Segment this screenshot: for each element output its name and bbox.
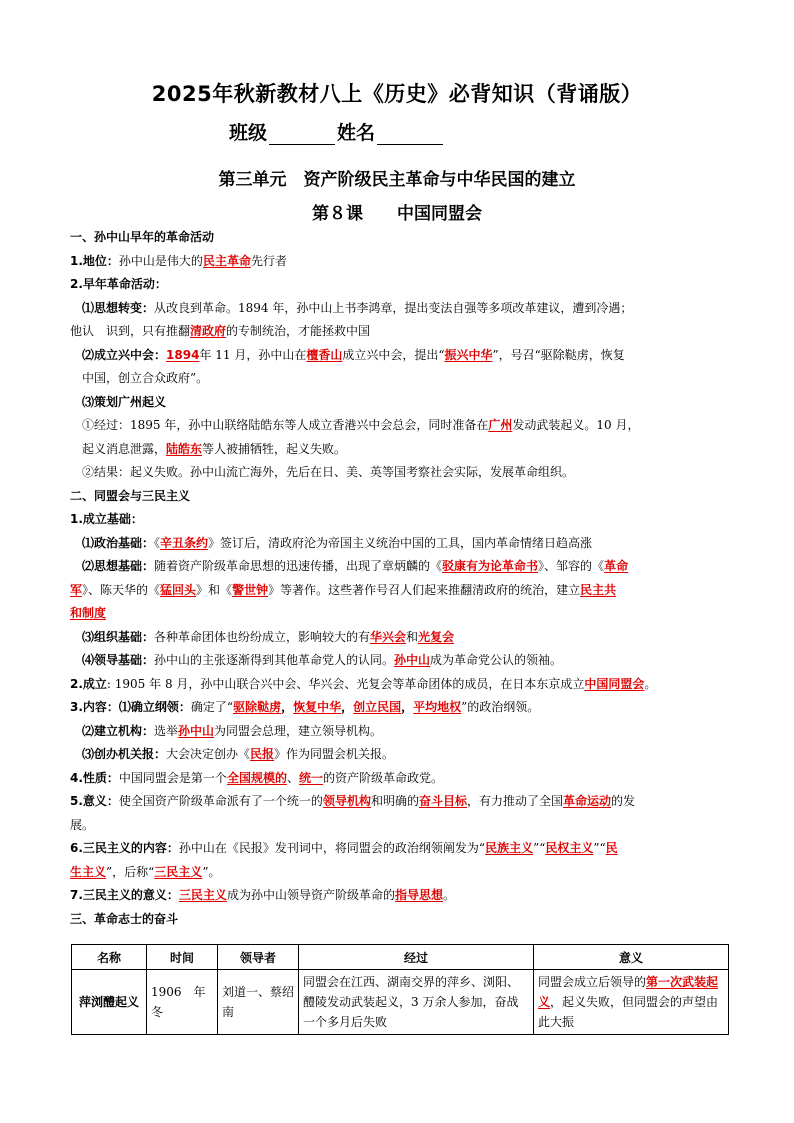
keyword: 统一 [298, 770, 323, 785]
keyword: 全国规模的 [226, 770, 287, 785]
paragraph [70, 649, 728, 673]
point-label: 6.三民主义的内容： [70, 841, 179, 855]
text: 和明确的 [370, 794, 419, 808]
keyword: 三民主义 [178, 888, 227, 902]
point-label: ⑵思想基础： [82, 559, 155, 573]
text: ②结果：起义失败。孙中山流亡海外，先后在日、美、英等国考察社会实际，发展革命组织。 [82, 465, 575, 479]
text: 先行者 [250, 253, 287, 268]
text: ”。 [202, 864, 221, 879]
separator: ， [341, 700, 354, 714]
keyword: 民族主义 [485, 841, 534, 855]
paragraph [70, 790, 728, 814]
point-label: ⑶组织基础： [82, 629, 155, 644]
keyword: 辛丑条约 [160, 535, 209, 550]
keyword: 驱除鞑虏 [233, 700, 282, 714]
cell-name: 萍浏醴起义 [72, 970, 147, 1035]
section-heading: 三、革命志士的奋斗 [70, 911, 179, 926]
point-label: ⑶创办机关报： [82, 747, 167, 761]
keyword: 奋斗目标 [418, 794, 467, 808]
paragraph [70, 602, 728, 626]
keyword: 民主革命 [202, 253, 251, 268]
text: 确定了“ [190, 700, 234, 714]
paragraph [70, 767, 728, 791]
cell-process: 同盟会在江西、湖南交界的萍乡、浏阳、醴陵发动武装起义，3 万余人参加，奋战一个多月后失败 [299, 970, 534, 1035]
point-label: ⑷领导基础： [82, 653, 155, 667]
point-label: ⑶策划广州起义 [82, 394, 167, 409]
text: 《 [154, 535, 161, 550]
text: 》等著作。这些著作号召人们起来推翻清政府的统治，建立 [268, 582, 581, 597]
keyword: 和制度 [70, 606, 107, 620]
keyword: 创立民国 [353, 700, 402, 714]
class-label: 班级 [229, 122, 268, 144]
keyword: 恢复中华 [293, 700, 342, 714]
point-label: ⑵建立机构： [82, 723, 155, 738]
name-blank [377, 128, 443, 145]
content-body [70, 226, 728, 931]
text: 》、邹容的《 [538, 559, 605, 573]
keyword: 清政府 [190, 324, 227, 338]
text: 起义消息泄露， [82, 441, 167, 456]
paragraph [70, 532, 728, 556]
keyword: 平均地权 [413, 700, 462, 714]
keyword: 中国同盟会 [584, 676, 645, 691]
point-label: 1.地位： [70, 253, 119, 268]
column-header: 领导者 [218, 945, 299, 970]
separator: ， [281, 700, 294, 714]
text: 中国，创立合众政府”。 [82, 371, 209, 385]
point-label: 5.意义： [70, 794, 119, 808]
text: 成为孙中山领导资产阶级革命的 [226, 888, 395, 902]
table-row [72, 970, 729, 1035]
cell-time: 1906 年冬 [147, 970, 218, 1035]
keyword: 警世钟 [232, 582, 269, 597]
text: 等人被捕牺牲，起义失败。 [202, 441, 347, 456]
text: 和 [406, 629, 419, 644]
keyword: 猛回头 [160, 582, 197, 597]
text: ”，号召“驱除鞑虏，恢复 [492, 347, 625, 362]
text: 发动武装起义。10 月， [512, 418, 640, 432]
keyword: 广州 [488, 418, 513, 432]
paragraph [70, 555, 728, 579]
paragraph [70, 414, 728, 438]
keyword: 革命 [604, 559, 629, 573]
point-label: ⑵成立兴中会： [82, 347, 167, 362]
keyword: 指导思想 [394, 888, 443, 902]
class-name-line [229, 118, 445, 145]
text: 的专制统治，才能拯救中国 [226, 324, 371, 338]
separator: 、 [286, 770, 299, 785]
text: ，起义失败，但同盟会的声望由此大振 [538, 995, 719, 1029]
text: ”，后称“ [106, 864, 155, 879]
uprisings-table [71, 944, 729, 1035]
paragraph [70, 579, 728, 603]
paragraph [70, 461, 728, 485]
keyword: 孙中山 [178, 723, 215, 738]
keyword: 民报 [250, 747, 275, 761]
point-label: 2.早年革命活动： [70, 277, 167, 291]
page-title: 2025年秋新教材八上《历史》必背知识（背诵版） [151, 82, 643, 106]
keyword: 革命运动 [563, 794, 612, 808]
text: 大会决定创办《 [166, 747, 251, 761]
text: 随着资产阶级革命思想的迅速传播，出现了章炳麟的《 [154, 559, 443, 573]
keyword: 民 [605, 841, 618, 855]
cell-significance [534, 970, 729, 1035]
paragraph [70, 250, 728, 274]
text: 》作为同盟会机关报。 [274, 747, 395, 761]
text: 使全国资产阶级革命派有了一个统一的 [118, 794, 323, 808]
text: 展。 [70, 817, 95, 832]
point-label: 2.成立 [70, 676, 107, 691]
point-label: 4.性质： [70, 770, 119, 785]
paragraph [70, 743, 728, 767]
keyword: 第一次武装起义 [538, 975, 719, 1009]
text: 。 [644, 676, 657, 691]
separator: ”“ [593, 841, 606, 855]
point-label: 7.三民主义的意义： [70, 888, 179, 902]
column-header: 时间 [147, 945, 218, 970]
text: 中国同盟会是第一个 [118, 770, 227, 785]
cell-leader: 刘道一、蔡绍南 [218, 970, 299, 1035]
section-heading: 一、孙中山早年的革命活动 [70, 230, 215, 244]
table-header-row [72, 945, 729, 970]
section-heading: 二、同盟会与三民主义 [70, 488, 191, 503]
point-label: 1.成立基础： [70, 512, 143, 526]
class-blank [269, 128, 335, 145]
text: 》和《 [196, 582, 233, 597]
column-header: 名称 [72, 945, 147, 970]
keyword: 光复会 [418, 629, 455, 644]
column-header: 经过 [299, 945, 534, 970]
paragraph [70, 673, 728, 697]
text: 选举 [154, 723, 179, 738]
text: 。 [442, 888, 455, 902]
point-label: ⑴政治基础： [82, 535, 155, 550]
point-label: ⑴思想转变： [82, 300, 155, 315]
text: 成立兴中会，提出“ [342, 347, 445, 362]
paragraph [70, 367, 728, 391]
text: 的资产阶级革命政党。 [322, 770, 443, 785]
keyword: 民主共 [580, 582, 617, 597]
text: 为同盟会总理，建立领导机构。 [214, 723, 383, 738]
keyword: 1894 [166, 347, 200, 362]
paragraph [70, 696, 728, 720]
keyword: 领导机构 [322, 794, 371, 808]
text: ，有力推动了全国 [466, 794, 563, 808]
text: : 1905 年 8 月，孙中山联合兴中会、华兴会、光复会等革命团体的成员，在日本东京成立 [106, 676, 585, 691]
keyword: 陆皓东 [166, 441, 203, 456]
paragraph [70, 720, 728, 744]
separator: ”“ [533, 841, 546, 855]
paragraph [70, 837, 728, 861]
separator: ， [401, 700, 414, 714]
keyword: 孙中山 [394, 653, 431, 667]
paragraph [70, 884, 728, 908]
text: 他认 识到，只有推翻 [70, 324, 191, 338]
text: 孙中山的主张逐渐得到其他革命党人的认同。 [154, 653, 395, 667]
paragraph [70, 320, 728, 344]
point-label: 3.内容：⑴确立纲领： [70, 700, 191, 714]
text: 成为革命党公认的领袖。 [430, 653, 563, 667]
keyword: 驳康有为论革命书 [442, 559, 539, 573]
keyword: 振兴中华 [444, 347, 493, 362]
column-header: 意义 [534, 945, 729, 970]
paragraph [70, 297, 728, 321]
text: 从改良到革命。1894 年，孙中山上书李鸿章，提出变法自强等多项改革建议，遭到冷遇； [154, 300, 633, 315]
lesson-title: 第８课 中国同盟会 [312, 204, 482, 224]
text: 》、陈天华的《 [82, 582, 161, 597]
keyword: 生主义 [70, 864, 107, 879]
name-label: 姓名 [337, 122, 376, 144]
keyword: 檀香山 [306, 347, 343, 362]
keyword: 三民主义 [154, 864, 203, 879]
text: 》签订后，清政府沦为帝国主义统治中国的工具，国内革命情绪日趋高涨 [208, 535, 593, 550]
keyword: 华兴会 [370, 629, 407, 644]
text: 各种革命团体也纷纷成立，影响较大的有 [154, 629, 371, 644]
paragraph [70, 344, 728, 368]
text: 同盟会成立后领导的 [538, 975, 647, 989]
text: ①经过：1895 年，孙中山联络陆皓东等人成立香港兴中会总会，同时准备在 [82, 418, 489, 432]
text: 孙中山是伟大的 [118, 253, 203, 268]
unit-title: 第三单元 资产阶级民主革命与中华民国的建立 [218, 170, 576, 190]
keyword: 军 [70, 582, 83, 597]
text: 年 11 月，孙中山在 [199, 347, 307, 362]
paragraph [70, 861, 728, 885]
text: 孙中山在《民报》发刊词中，将同盟会的政治纲领阐发为“ [178, 841, 486, 855]
text: ”的政治纲领。 [461, 700, 540, 714]
paragraph [70, 438, 728, 462]
paragraph [70, 814, 728, 838]
paragraph [70, 626, 728, 650]
text: 的发 [611, 794, 636, 808]
keyword: 民权主义 [545, 841, 594, 855]
